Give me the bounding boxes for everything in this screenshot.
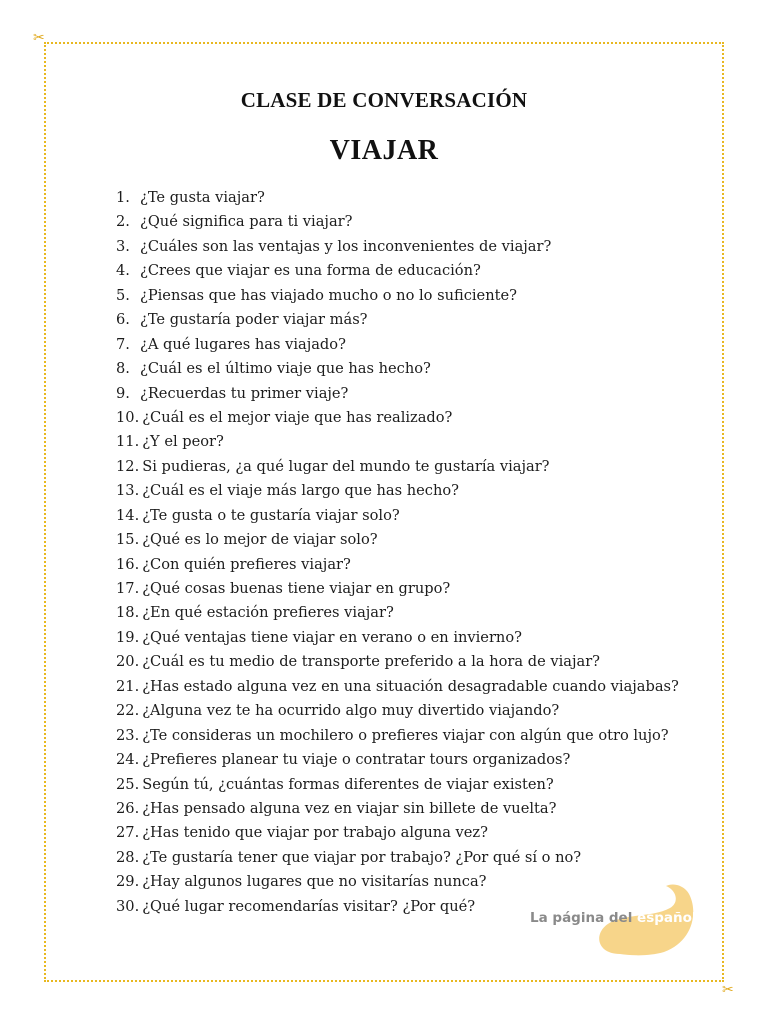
question-number: 18. — [116, 604, 140, 622]
question-text: ¿Crees que viajar es una forma de educación? — [140, 262, 481, 280]
question-text: ¿A qué lugares has viajado? — [140, 335, 346, 353]
question-number: 9. — [116, 384, 130, 402]
question-number: 1. — [116, 189, 130, 206]
question-number: 7. — [116, 335, 130, 353]
question-number: 11. — [116, 433, 140, 451]
question-item — [116, 357, 696, 381]
question-text: ¿Qué es lo mejor de viajar solo? — [142, 531, 378, 549]
question-number: 10. — [116, 408, 140, 426]
question-item — [116, 724, 696, 748]
question-item — [116, 382, 696, 406]
question-number: 13. — [116, 482, 140, 500]
question-item — [116, 797, 696, 821]
question-text: ¿Has estado alguna vez en una situación desagradable cuando viajabas? — [142, 677, 679, 695]
question-text: ¿Cuáles son las ventajas y los inconvenientes de viajar? — [140, 237, 552, 255]
question-text: ¿Qué ventajas tiene viajar en verano o en invierno? — [142, 628, 522, 646]
question-item — [116, 406, 696, 430]
question-number: 28. — [116, 848, 140, 866]
question-text: ¿Qué lugar recomendarías visitar? ¿Por qué? — [142, 897, 476, 915]
question-text: ¿Te gustaría tener que viajar por trabajo? ¿Por qué sí o no? — [142, 848, 582, 866]
question-number: 16. — [116, 555, 140, 573]
scissors-icon: ✂ — [722, 982, 734, 998]
question-number: 17. — [116, 580, 140, 597]
question-text: ¿Cuál es el mejor viaje que has realizado? — [142, 408, 453, 426]
question-text: ¿En qué estación prefieres viajar? — [142, 604, 394, 622]
logo — [524, 876, 704, 956]
question-text: ¿Cuál es el último viaje que has hecho? — [140, 360, 431, 378]
question-text: ¿Te gusta viajar? — [140, 189, 265, 206]
logo-text — [530, 910, 697, 926]
question-number: 19. — [116, 628, 140, 646]
question-number: 24. — [116, 751, 140, 769]
question-number: 8. — [116, 360, 130, 378]
question-item — [116, 528, 696, 552]
question-item — [116, 284, 696, 308]
question-text: ¿Recuerdas tu primer viaje? — [140, 384, 349, 402]
question-text: ¿Piensas que has viajado mucho o no lo suficiente? — [140, 286, 517, 304]
question-number: 21. — [116, 677, 140, 695]
question-item — [116, 821, 696, 845]
question-item — [116, 210, 696, 234]
question-item — [116, 773, 696, 797]
question-item — [116, 650, 696, 674]
logo-text-part2: español — [637, 910, 697, 926]
question-number: 30. — [116, 897, 140, 915]
question-item — [116, 626, 696, 650]
page-title: VIAJAR — [329, 135, 439, 166]
question-item — [116, 504, 696, 528]
question-item — [116, 186, 696, 210]
question-number: 23. — [116, 726, 140, 744]
question-number: 14. — [116, 506, 140, 524]
question-number: 25. — [116, 775, 140, 793]
question-item — [116, 577, 696, 601]
question-text: ¿Has pensado alguna vez en viajar sin billete de vuelta? — [142, 799, 557, 817]
question-text: ¿Prefieres planear tu viaje o contratar tours organizados? — [142, 751, 571, 769]
question-item — [116, 601, 696, 625]
question-text: ¿Alguna vez te ha ocurrido algo muy divertido viajando? — [142, 702, 560, 720]
scissors-icon: ✂ — [33, 30, 45, 46]
question-item — [116, 553, 696, 577]
question-text: ¿Qué cosas buenas tiene viajar en grupo? — [142, 580, 451, 597]
question-item — [116, 455, 696, 479]
question-number: 4. — [116, 262, 130, 280]
question-text: Si pudieras, ¿a qué lugar del mundo te gustaría viajar? — [142, 457, 550, 475]
logo-text-part1: La página del — [530, 910, 638, 926]
question-text: ¿Qué significa para ti viajar? — [140, 213, 353, 231]
question-text: ¿Te consideras un mochilero o prefieres viajar con algún que otro lujo? — [142, 726, 669, 744]
question-item — [116, 748, 696, 772]
question-item — [116, 675, 696, 699]
question-item — [116, 333, 696, 357]
question-text: ¿Hay algunos lugares que no visitarías nunca? — [142, 873, 487, 891]
question-item — [116, 259, 696, 283]
question-item — [116, 430, 696, 454]
question-number: 27. — [116, 824, 140, 842]
question-item — [116, 699, 696, 723]
question-number: 20. — [116, 653, 140, 671]
question-item — [116, 235, 696, 259]
question-text: ¿Cuál es el viaje más largo que has hecho? — [142, 482, 459, 500]
question-text: ¿Has tenido que viajar por trabajo alguna vez? — [142, 824, 488, 842]
question-number: 6. — [116, 311, 130, 329]
question-number: 29. — [116, 873, 140, 891]
question-item — [116, 308, 696, 332]
question-text: Según tú, ¿cuántas formas diferentes de viajar existen? — [142, 775, 554, 793]
question-number: 12. — [116, 457, 140, 475]
question-number: 3. — [116, 237, 130, 255]
question-number: 15. — [116, 531, 140, 549]
question-number: 2. — [116, 213, 130, 231]
question-list — [116, 186, 696, 919]
question-number: 22. — [116, 702, 140, 720]
question-text: ¿Te gusta o te gustaría viajar solo? — [142, 506, 400, 524]
question-item — [116, 479, 696, 503]
question-text: ¿Te gustaría poder viajar más? — [140, 311, 368, 329]
question-number: 5. — [116, 286, 130, 304]
page-subtitle: CLASE DE CONVERSACIÓN — [240, 88, 528, 112]
question-number: 26. — [116, 799, 140, 817]
question-item — [116, 846, 696, 870]
question-text: ¿Cuál es tu medio de transporte preferido a la hora de viajar? — [142, 653, 600, 671]
question-text: ¿Con quién prefieres viajar? — [142, 555, 351, 573]
question-text: ¿Y el peor? — [142, 433, 224, 451]
